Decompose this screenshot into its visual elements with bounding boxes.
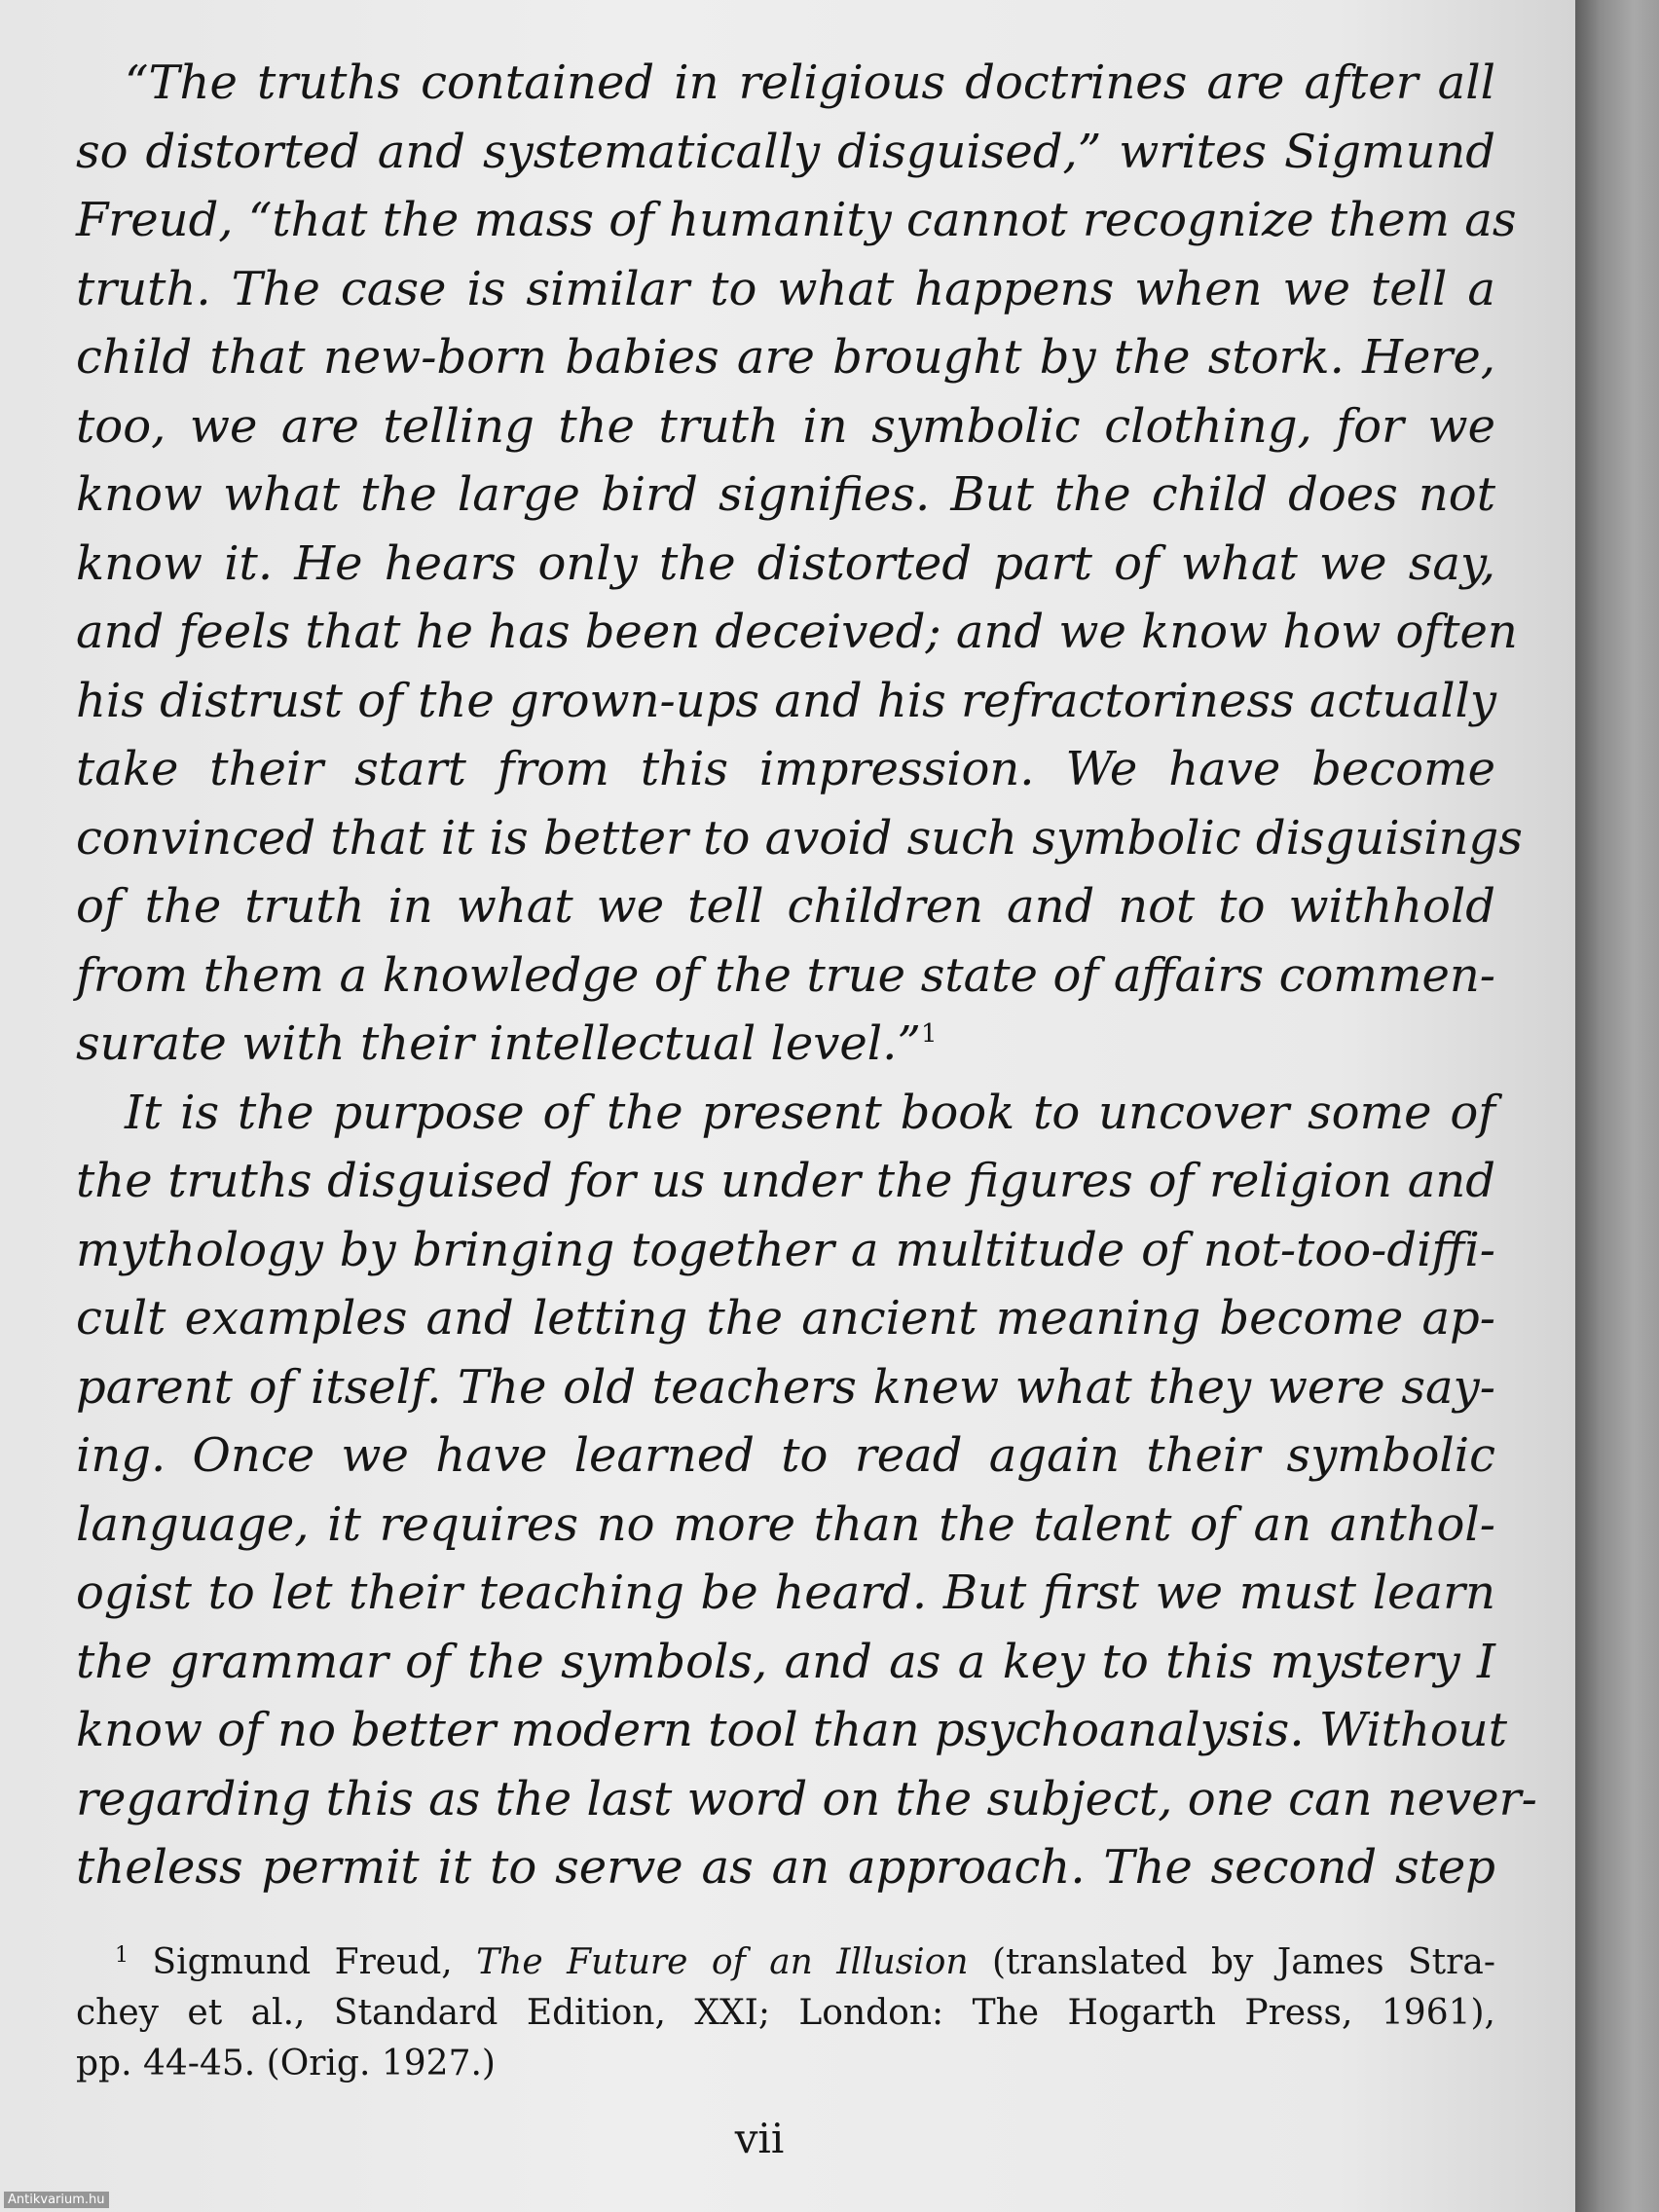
text-line-content: know of no better modern tool than psychoanalysis. Without [76, 1703, 1507, 1757]
text-line [76, 1559, 1495, 1628]
footnote-book-title: The Future of an Illusion [476, 1942, 969, 1982]
text-line-content: too, we are telling the truth in symbolic clothing, for we [76, 398, 1495, 454]
footnote [76, 1937, 1495, 2089]
text-line-content: ing. Once we have learned to read again their symbolic [76, 1428, 1495, 1483]
text-line [76, 1491, 1495, 1560]
text-line [76, 735, 1495, 804]
text-line [76, 118, 1495, 187]
text-line-content: ogist to let their teaching be heard. But first we must learn [76, 1566, 1495, 1620]
text-line-content: and feels that he has been deceived; and we know how often [76, 605, 1518, 659]
text-line-content: mythology by bringing together a multitude of not-too-diffi- [76, 1222, 1495, 1277]
text-line [76, 461, 1495, 530]
text-line [76, 1147, 1495, 1216]
text-line-content: surate with their intellectual level.” [76, 1016, 921, 1071]
text-line-content: child that new-born babies are brought by the stork. Here, [76, 330, 1495, 385]
text-line [76, 598, 1518, 667]
text-line-content: know it. He hears only the distorted part of what we say, [76, 535, 1495, 591]
body-text [76, 49, 1537, 1902]
footnote-line [76, 1937, 1495, 1988]
footnote-line: pp. 44-45. (Orig. 1927.) [76, 2044, 496, 2083]
text-line [76, 1284, 1495, 1353]
text-line-content: so distorted and systematically disguised,” writes Sigmund [76, 124, 1495, 179]
text-line [76, 255, 1495, 324]
text-line-content: convinced that it is better to avoid such symbolic disguisings [76, 810, 1523, 866]
text-line [76, 186, 1517, 255]
text-line [76, 530, 1495, 599]
text-line [76, 323, 1495, 392]
text-line [76, 1696, 1507, 1765]
text-line-content: “The truths contained in religious doctrines are after all [125, 55, 1495, 110]
text-line [76, 1079, 1495, 1148]
footnote-mark: 1 [115, 1943, 129, 1968]
text-line [76, 1353, 1495, 1422]
watermark: Antikvarium.hu [4, 2192, 109, 2208]
text-line-content: Freud, “that the mass of humanity cannot recognize them as [76, 193, 1517, 247]
page-edge-shadow [1575, 0, 1659, 2212]
text-line [76, 1833, 1495, 1902]
footnote-translation: (translated by James Stra- [991, 1942, 1495, 1982]
text-line [76, 1010, 1495, 1079]
text-line [76, 872, 1495, 941]
footnote-line: chey et al., Standard Edition, XXI; London: The Hogarth Press, 1961), [76, 1993, 1495, 2033]
text-line-content: the truths disguised for us under the figures of religion and [76, 1154, 1495, 1208]
text-line-content: take their start from this impression. We have become [76, 742, 1495, 796]
text-line-content: know what the large bird signifies. But the child does not [76, 467, 1495, 522]
text-line-content: his distrust of the grown-ups and his refractoriness actually [76, 673, 1497, 728]
text-line-content: theless permit it to serve as an approach. The second step [76, 1840, 1495, 1895]
text-line [76, 392, 1495, 461]
footnote-author: Sigmund Freud, [152, 1942, 453, 1982]
text-line [76, 941, 1495, 1011]
paragraph-freud-quote [76, 49, 1523, 1079]
footnote-reference: 1 [920, 1019, 938, 1049]
text-line-content: from them a knowledge of the true state of affairs commen- [76, 947, 1495, 1003]
text-line [76, 667, 1495, 736]
text-line [76, 1421, 1495, 1491]
text-line-content: parent of itself. The old teachers knew what they were say- [76, 1359, 1495, 1415]
text-line-content: the grammar of the symbols, and as a key to this mystery I [76, 1634, 1495, 1689]
text-line [76, 49, 1495, 118]
text-line-content: of the truth in what we tell children and not to withhold [76, 879, 1495, 934]
text-line [76, 1216, 1495, 1285]
page-number: vii [734, 2115, 785, 2162]
text-line-content: cult examples and letting the ancient meaning become ap- [76, 1291, 1495, 1346]
text-line-content: language, it requires no more than the talent of an anthol- [76, 1496, 1495, 1552]
text-line-content: regarding this as the last word on the subject, one can never- [76, 1771, 1537, 1826]
text-line [76, 1628, 1495, 1697]
text-line [76, 1765, 1537, 1834]
paragraph-book-purpose [76, 1079, 1537, 1902]
text-line-content: truth. The case is similar to what happens when we tell a [76, 261, 1495, 316]
text-line-content: It is the purpose of the present book to uncover some of [125, 1085, 1495, 1140]
text-line [76, 804, 1523, 873]
